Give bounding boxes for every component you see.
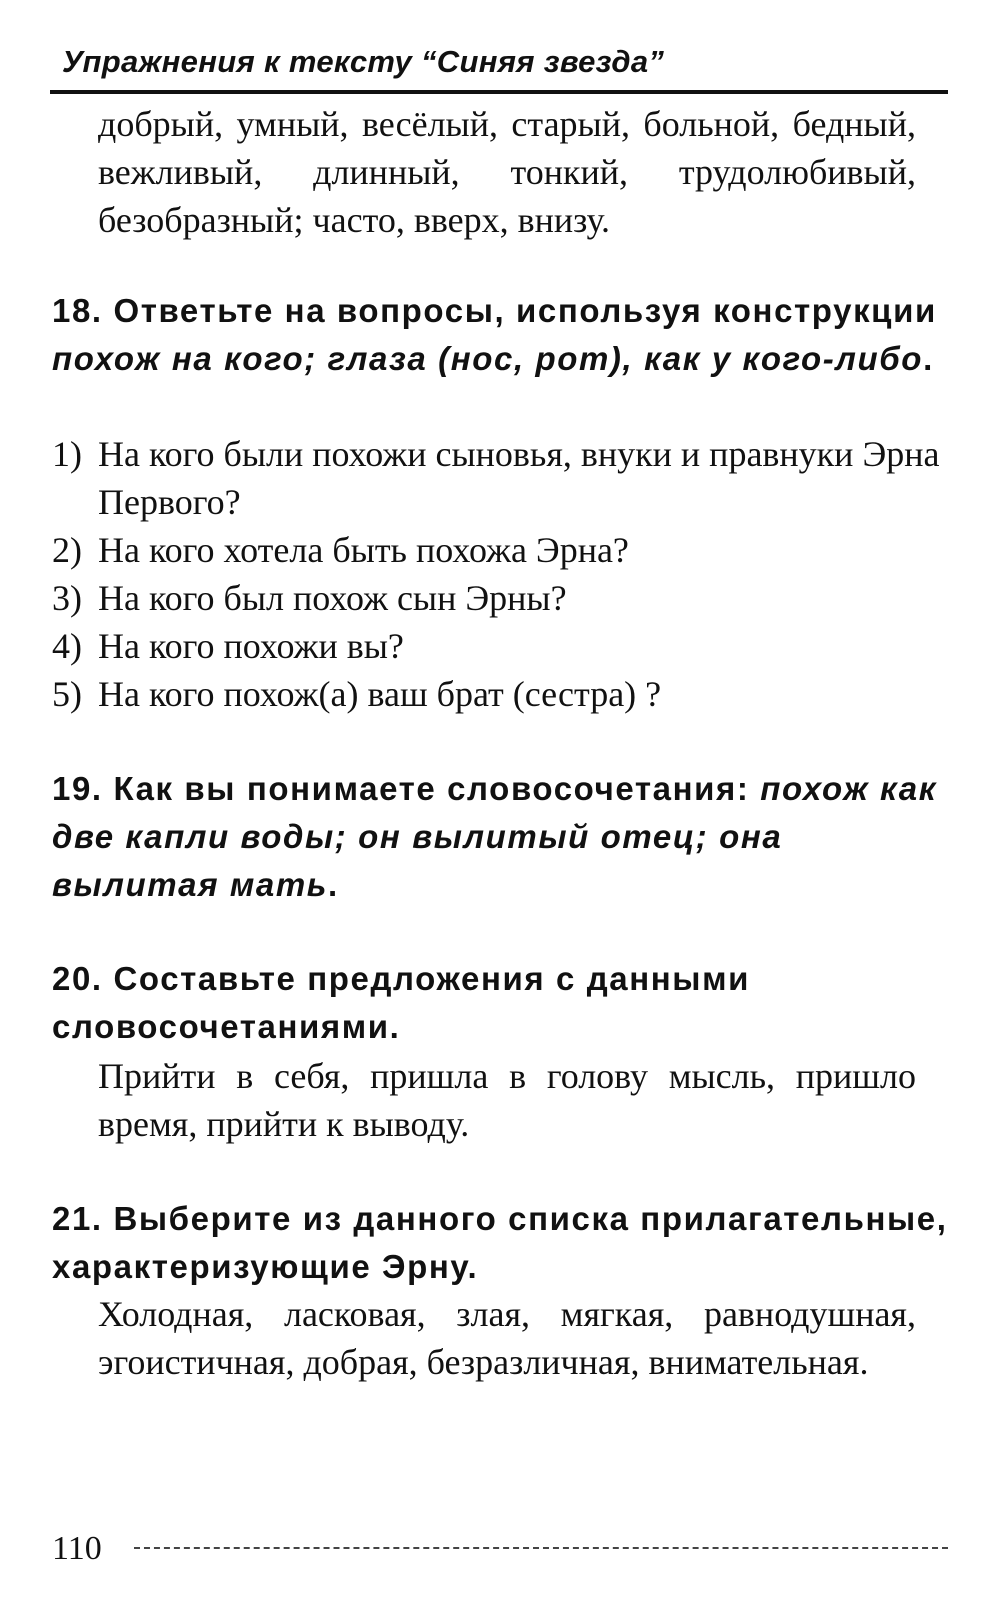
exercise-19-heading-end: . xyxy=(328,866,339,903)
exercise-21-heading: 21. Выберите из данного списка прилагательные, характеризующие Эрну. xyxy=(52,1200,948,1285)
question-item xyxy=(52,622,952,670)
footer-rule xyxy=(134,1547,948,1549)
question-text: На кого был похож сын Эрны? xyxy=(98,578,567,618)
exercise-19-heading xyxy=(52,765,948,909)
exercise-18-heading xyxy=(52,287,948,383)
exercise-18-heading-end: . xyxy=(923,340,934,377)
exercise-21-body: Холодная, ласковая, злая, мягкая, равнодушная, эгоистичная, добрая, безразличная, внимательная. xyxy=(98,1294,916,1382)
exercise-20-body: Прийти в себя, пришла в голову мысль, пришло время, прийти к выводу. xyxy=(98,1056,916,1144)
question-number: 5) xyxy=(52,674,82,714)
exercise-20-heading: 20. Составьте предложения с данными словосочетаниями. xyxy=(52,960,750,1045)
question-item xyxy=(52,574,952,622)
word-list-continued: добрый, умный, весёлый, старый, больной, бедный, вежливый, длинный, тонкий, трудолюбивый, безобразный; часто, вверх, внизу. xyxy=(98,104,916,240)
question-item xyxy=(52,430,952,526)
exercise-19-phrases: похож как две капли воды; он вылитый отец; она вылитая мать xyxy=(52,770,938,903)
exercise-18-constructions: похож на кого; глаза (нос, рот), как у кого-либо xyxy=(52,340,924,377)
question-item xyxy=(52,526,952,574)
exercise-18-heading-text: 18. Ответьте на вопросы, используя конструкции xyxy=(52,292,937,329)
question-text: На кого похож(а) ваш брат (сестра) ? xyxy=(98,674,662,714)
question-text: На кого хотела быть похожа Эрна? xyxy=(98,530,629,570)
page-number: 110 xyxy=(52,1530,102,1567)
question-number: 3) xyxy=(52,578,82,618)
question-item xyxy=(52,670,952,718)
header-rule xyxy=(50,90,948,94)
exercise-19-heading-text: 19. Как вы понимаете словосочетания: xyxy=(52,770,761,807)
question-text: На кого были похожи сыновья, внуки и правнуки Эрна Первого? xyxy=(98,434,940,522)
question-number: 4) xyxy=(52,626,82,666)
exercise-18-question-list xyxy=(52,430,952,718)
question-text: На кого похожи вы? xyxy=(98,626,404,666)
question-number: 2) xyxy=(52,530,82,570)
running-header-title: Упражнения к тексту “Синяя звезда” xyxy=(62,44,665,79)
question-number: 1) xyxy=(52,434,82,474)
